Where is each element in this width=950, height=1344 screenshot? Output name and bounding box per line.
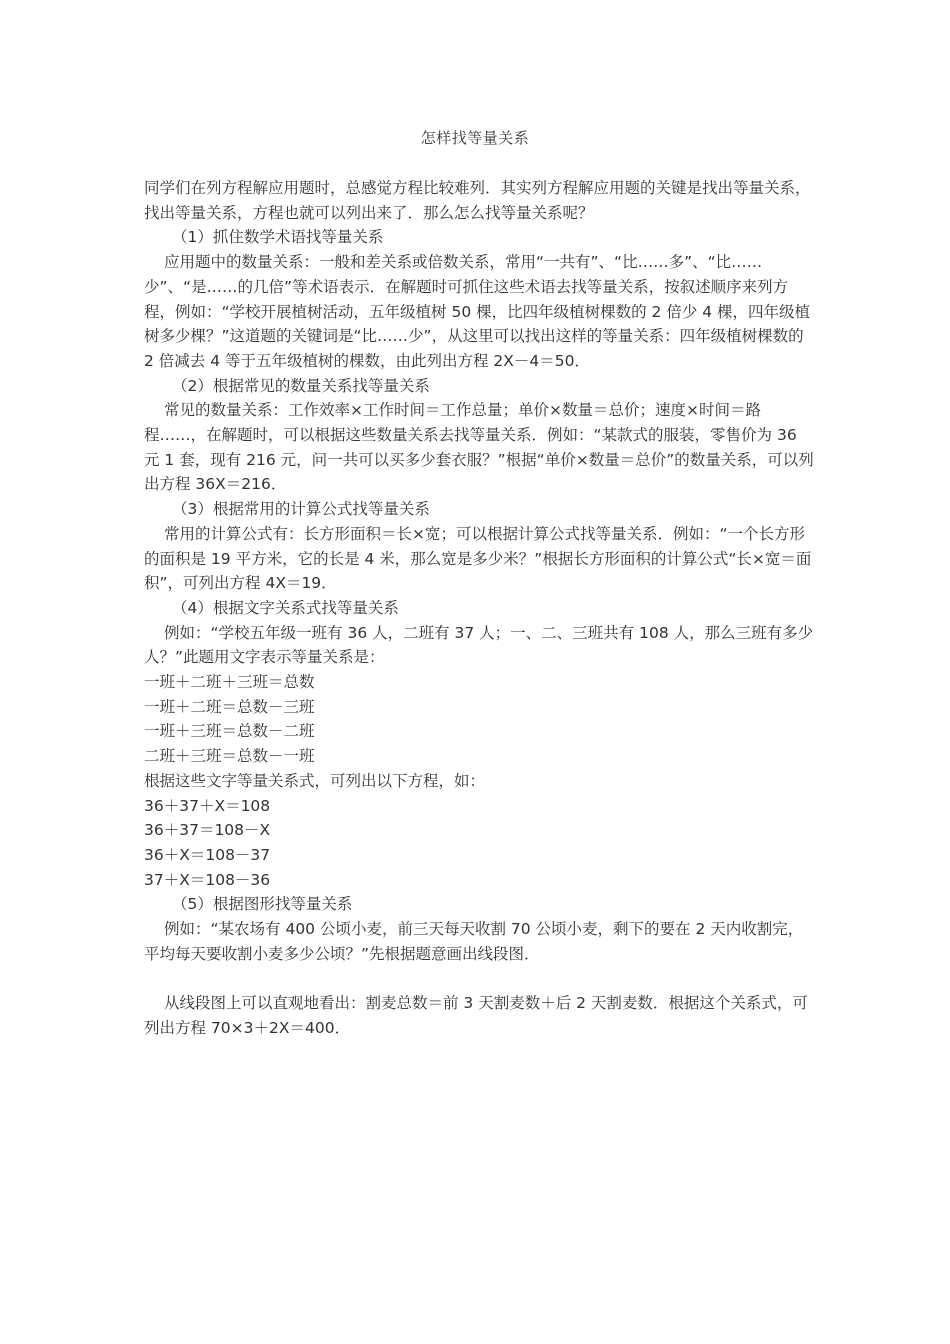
section-heading-2: （2）根据常见的数量关系找等量关系 (172, 376, 430, 395)
equation-line: 36＋X＝108－37 (144, 845, 271, 864)
intro-paragraph: 同学们在列方程解应用题时，总感觉方程比较难列．其实列方程解应用题的关键是找出等量关系，找出等量关系，方程也就可以列出来了．那么怎么找等量关系呢？ (144, 179, 811, 222)
relation-line: 一班＋二班＋三班＝总数 (144, 673, 315, 692)
equation-line: 37＋X＝108－36 (144, 870, 271, 889)
document-body (144, 176, 814, 1041)
section-heading-5: （5）根据图形找等量关系 (172, 895, 353, 914)
relation-line: 二班＋三班＝总数－一班 (144, 747, 315, 766)
section-paragraph-3: 常用的计算公式有：长方形面积＝长×宽；可以根据计算公式找等量关系．例如：“一个长方形的面积是 19 平方米，它的长是 4 米，那么宽是多少米？”根据长方形面积的计算公式“长×宽＝面积”，可列出方程 4X＝19． (144, 524, 812, 593)
section-paragraph-1: 应用题中的数量关系：一般和差关系或倍数关系，常用“一共有”、“比……多”、“比……少”、“是……的几倍”等术语表示．在解题时可抓住这些术语去找等量关系，按叙述顺序来列方程，例如：“学校开展植树活动，五年级植树 50 棵，比四年级植树棵数的 2 倍少 4 棵，四年级植树多少棵？”这道题的关键词是“比……少”，从这里可以找出这样的等量关系：四年级植树棵数的 2 倍减去 4 等于五年级植树的棵数，由此列出方程 2X－4＝50． (144, 253, 811, 370)
section-heading-1: （1）抓住数学术语找等量关系 (172, 228, 384, 247)
section-paragraph-4: 例如：“学校五年级一班有 36 人，二班有 37 人；一、二、三班共有 108 人，那么三班有多少人？”此题用文字表示等量关系是： (144, 623, 814, 667)
section-heading-4: （4）根据文字关系式找等量关系 (172, 598, 399, 617)
blank-line (144, 967, 814, 992)
section-paragraph-6: 从线段图上可以直观地看出：割麦总数＝前 3 天割麦数＋后 2 天割麦数．根据这个关系式，可列出方程 70×3＋2X＝400． (144, 994, 808, 1037)
equation-line: 36＋37＋X＝108 (144, 796, 271, 815)
document-title: 怎样找等量关系 (420, 129, 530, 147)
equation-line: 36＋37＝108－X (144, 821, 271, 840)
section-paragraph-2: 常见的数量关系：工作效率×工作时间＝工作总量；单价×数量＝总价；速度×时间＝路程……，在解题时，可以根据这些数量关系去找等量关系．例如：“某款式的服装，零售价为 36 元 1 套，现有 216 元，问一共可以买多少套衣服？”根据“单价×数量＝总价”的数量关系，可以列出方程 36X＝216． (144, 401, 814, 494)
section-paragraph-5: 例如：“某农场有 400 公顷小麦，前三天每天收割 70 公顷小麦，剩下的要在 2 天内收割完，平均每天要收割小麦多少公顷？”先根据题意画出线段图． (144, 920, 804, 963)
relation-line: 一班＋二班＝总数－三班 (144, 697, 315, 716)
relation-line: 一班＋三班＝总数－二班 (144, 722, 315, 741)
section-heading-3: （3）根据常用的计算公式找等量关系 (172, 500, 430, 519)
section-paragraph-4b: 根据这些文字等量关系式，可列出以下方程，如： (144, 771, 486, 790)
